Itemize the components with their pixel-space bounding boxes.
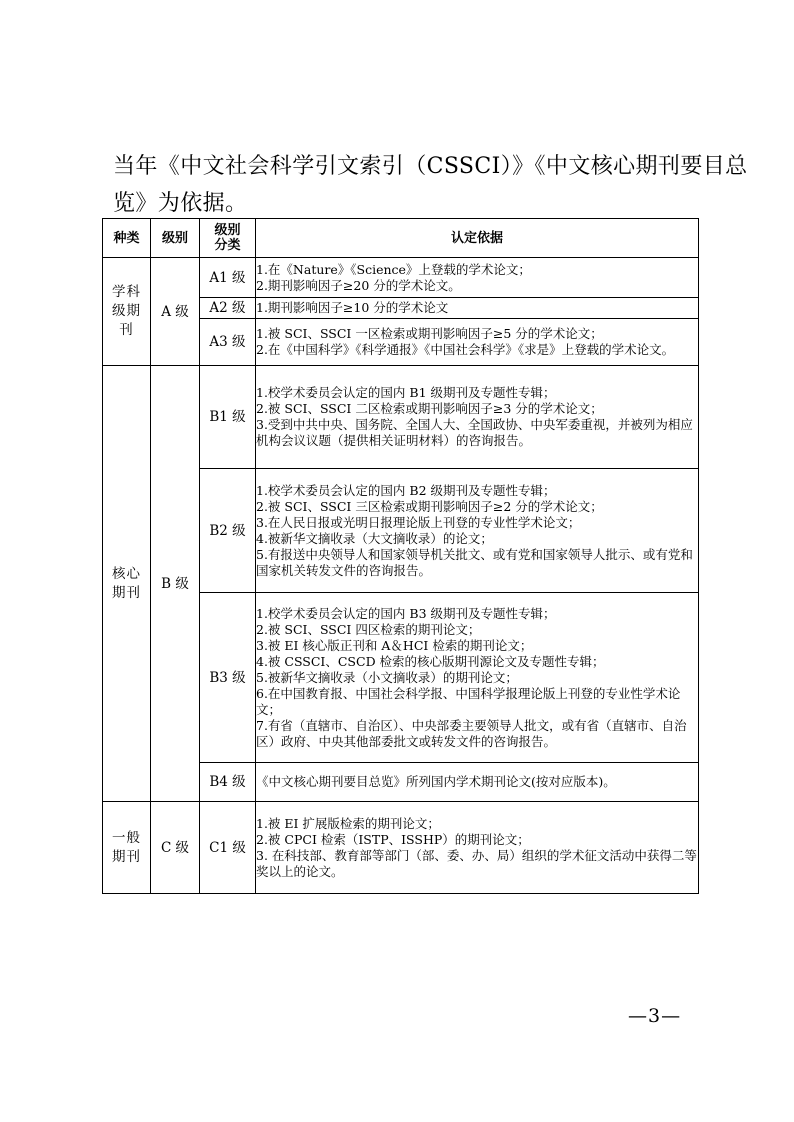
basis-item: 3. 在科技部、教育部等部门（部、委、办、局）组织的学术征文活动中获得二等奖以上的论文。 <box>256 847 697 879</box>
basis-cell-b2 <box>256 469 699 593</box>
type-label-b: 核心期刊 <box>112 565 141 601</box>
type-cell-c <box>103 802 151 894</box>
basis-item: 1.期刊影响因子≥10 分的学术论文 <box>256 300 449 315</box>
basis-cell-a1 <box>256 258 699 298</box>
header-type: 种类 <box>103 219 151 258</box>
basis-list <box>256 326 698 358</box>
level-cell-c: C 级 <box>151 802 200 894</box>
level-cell-a: A 级 <box>151 258 200 366</box>
sub-cell-b2: B2 级 <box>200 469 256 593</box>
basis-item: 3.在人民日报或光明日报理论版上刊登的专业性学术论文； <box>256 514 581 530</box>
basis-item: 5.被新华文摘收录（小文摘收录）的期刊论文； <box>256 669 518 685</box>
header-level: 级别 <box>151 219 200 258</box>
sub-cell-c1: C1 级 <box>200 802 256 894</box>
table-row <box>103 258 699 298</box>
basis-item: 3.受到中共中央、国务院、全国人大、全国政协、中央军委重视，并被列为相应机构会议议题（提供相关证明材料）的咨询报告。 <box>256 417 693 448</box>
basis-item: 2.在《中国科学》《科学通报》《中国社会科学》《求是》上登载的学术论文。 <box>256 342 675 357</box>
basis-item: 2.期刊影响因子≥20 分的学术论文。 <box>256 277 461 293</box>
intro-line-1: 当年《中文社会科学引文索引（CSSCI）》《中文核心期刊要目总 <box>113 154 748 179</box>
type-label-c: 一般期刊 <box>112 829 141 865</box>
basis-item: 7.有省（直辖市、自治区）、中央部委主要领导人批文，或有省（直辖市、自治区）政府、中央其他部委批文或转发文件的咨询报告。 <box>256 717 687 749</box>
basis-item: 1.校学术委员会认定的国内 B1 级期刊及专题性专辑； <box>256 385 556 400</box>
criteria-table <box>102 218 699 894</box>
type-cell-a <box>103 258 151 366</box>
table-row <box>103 366 699 469</box>
basis-list <box>256 774 698 790</box>
basis-item: 4.被 CSSCI、CSCD 检索的核心版期刊源论文及专题性专辑； <box>256 653 605 669</box>
page-number: —3— <box>628 1005 682 1027</box>
basis-cell-b1 <box>256 366 699 469</box>
sub-cell-b4: B4 级 <box>200 763 256 802</box>
basis-list <box>256 300 698 316</box>
basis-item: 5.有报送中央领导人和国家领导机关批文、或有党和国家领导人批示、或有党和国家机关转发文件的咨询报告。 <box>256 546 693 578</box>
sub-cell-a3: A3 级 <box>200 319 256 366</box>
basis-list <box>256 483 698 579</box>
level-cell-b: B 级 <box>151 366 200 802</box>
type-cell-b <box>103 366 151 802</box>
basis-item: 1.校学术委员会认定的国内 B3 级期刊及专题性专辑； <box>256 605 556 621</box>
sub-cell-a2: A2 级 <box>200 298 256 319</box>
basis-item: 1.被 EI 扩展版检索的期刊论文； <box>256 815 440 831</box>
intro-line-2: 览》为依据。 <box>113 191 248 216</box>
basis-item: 6.在中国教育报、中国社会科学报、中国科学报理论版上刊登的专业性学术论文； <box>256 685 681 717</box>
basis-item: 3.被 EI 核心版正刊和 A＆HCI 检索的期刊论文； <box>256 637 533 653</box>
basis-list <box>256 385 698 449</box>
type-label-a: 学科级期刊 <box>112 284 141 338</box>
basis-item: 2.被 SCI、SSCI 三区检索或期刊影响因子≥2 分的学术论文； <box>256 498 603 514</box>
basis-item: 1.校学术委员会认定的国内 B2 级期刊及专题性专辑； <box>256 482 556 498</box>
basis-list <box>256 262 698 294</box>
sub-cell-b1: B1 级 <box>200 366 256 469</box>
basis-list <box>256 606 698 750</box>
basis-cell-b3 <box>256 593 699 763</box>
table-row <box>103 802 699 894</box>
basis-item: 2.被 CPCI 检索（ISTP、ISSHP）的期刊论文； <box>256 831 530 847</box>
basis-cell-c1 <box>256 802 699 894</box>
sub-cell-b3: B3 级 <box>200 593 256 763</box>
header-sub <box>200 219 256 258</box>
basis-cell-a2 <box>256 298 699 319</box>
intro-paragraph <box>113 148 748 222</box>
header-sub-label: 级别分类 <box>214 223 241 253</box>
basis-cell-b4 <box>256 763 699 802</box>
basis-item: 2.被 SCI、SSCI 二区检索或期刊影响因子≥3 分的学术论文； <box>256 401 603 416</box>
table-header-row <box>103 219 699 258</box>
basis-item: 4.被新华文摘收录（大文摘收录）的论文； <box>256 530 493 546</box>
basis-item: 1.在《Nature》《Science》上登载的学术论文； <box>256 261 531 277</box>
basis-item: 2.被 SCI、SSCI 四区检索的期刊论文； <box>256 621 481 637</box>
basis-item: 《中文核心期刊要目总览》所列国内学术期刊论文(按对应版本)。 <box>256 774 616 789</box>
basis-cell-a3 <box>256 319 699 366</box>
basis-item: 1.被 SCI、SSCI 一区检索或期刊影响因子≥5 分的学术论文； <box>256 326 603 341</box>
sub-cell-a1: A1 级 <box>200 258 256 298</box>
header-basis: 认定依据 <box>256 219 699 258</box>
basis-list <box>256 816 698 880</box>
